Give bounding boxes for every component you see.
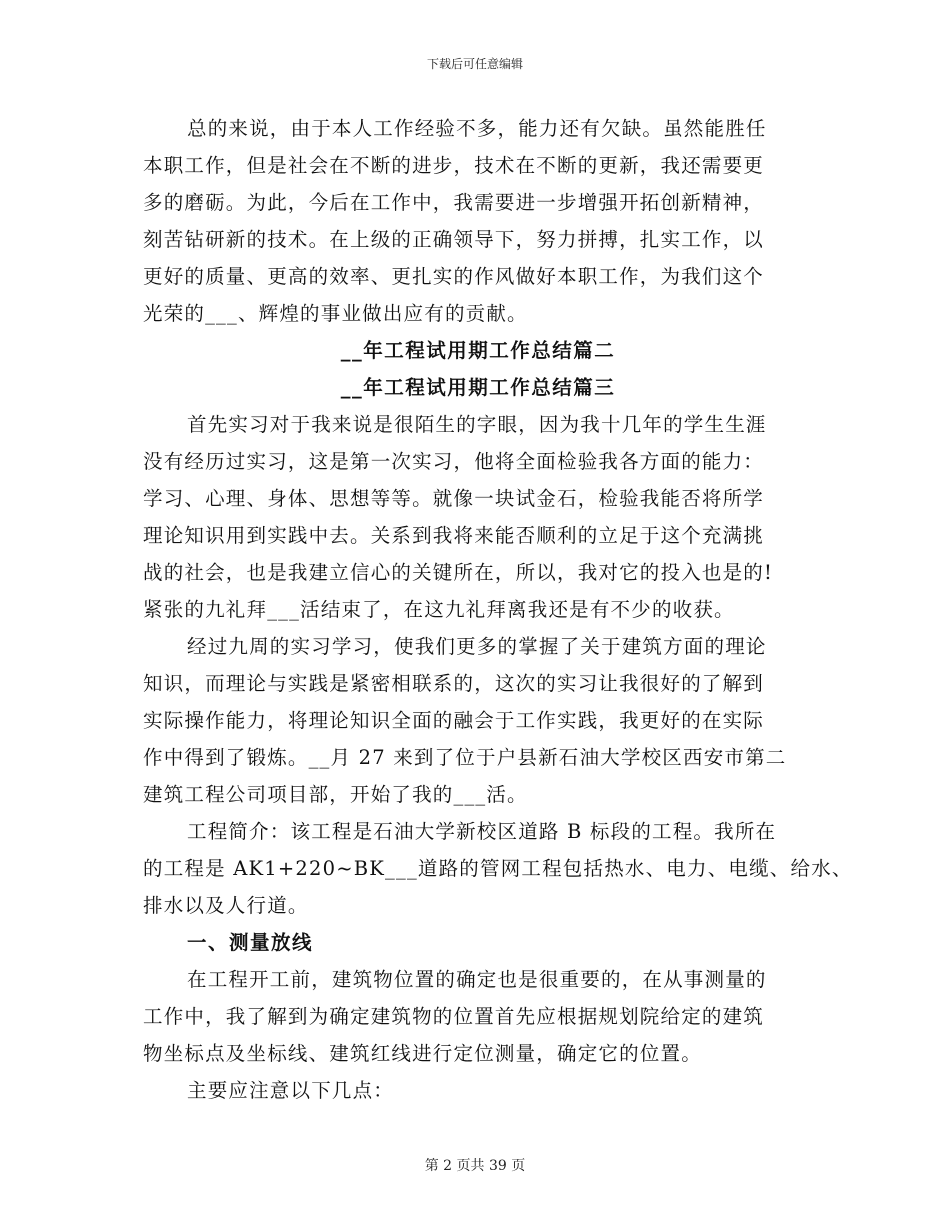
heading-part-three: __年工程试用期工作总结篇三 bbox=[340, 376, 616, 399]
text-line: 刻苦钻研新的技术。在上级的正确领导下，努力拼搏，扎实工作，以 bbox=[143, 228, 765, 251]
document-body bbox=[143, 110, 853, 1109]
text-line: 建筑工程公司项目部，开始了我的___活。 bbox=[143, 783, 528, 806]
text-line: 工作中，我了解到为确定建筑物的位置首先应根据规划院给定的建筑 bbox=[143, 1005, 765, 1028]
text-line: 首先实习对于我来说是很陌生的字眼，因为我十几年的学生生涯 bbox=[187, 413, 767, 436]
paragraph-project-intro bbox=[143, 813, 853, 924]
text-line: 战的社会，也是我建立信心的关键所在，所以，我对它的投入也是的! bbox=[143, 561, 774, 584]
text-line: 本职工作，但是社会在不断的进步，技术在不断的更新，我还需要更 bbox=[143, 154, 765, 177]
text-line: 没有经历过实习，这是第一次实习，他将全面检验我各方面的能力： bbox=[143, 450, 765, 473]
text-line: 紧张的九礼拜___活结束了，在这九礼拜离我还是有不少的收获。 bbox=[143, 598, 735, 621]
paragraph-notes bbox=[143, 1072, 843, 1109]
text-line: 实际操作能力，将理论知识全面的融会于工作实践，我更好的在实际 bbox=[143, 709, 765, 732]
text-line: 排水以及人行道。 bbox=[143, 894, 309, 917]
text-line: 知识，而理论与实践是紧密相联系的，这次的实习让我很好的了解到 bbox=[143, 672, 765, 695]
text-line: 作中得到了锻炼。__月 27 来到了位于户县新石油大学校区西安市第二 bbox=[143, 746, 787, 769]
page-header: 下载后可任意编辑 bbox=[426, 57, 523, 71]
paragraph-surveying bbox=[143, 961, 843, 1072]
paragraph-summary bbox=[143, 110, 843, 332]
text-line: 更好的质量、更高的效率、更扎实的作风做好本职工作，为我们这个 bbox=[143, 265, 765, 288]
heading-part-two: __年工程试用期工作总结篇二 bbox=[340, 339, 616, 362]
text-line: 理论知识用到实践中去。关系到我将来能否顺利的立足于这个充满挑 bbox=[143, 524, 765, 547]
text-line: 在工程开工前，建筑物位置的确定也是很重要的，在从事测量的 bbox=[187, 968, 767, 991]
page-footer: 第 2 页共 39 页 bbox=[424, 1158, 526, 1174]
paragraph-internship-intro bbox=[143, 406, 843, 628]
paragraph-nine-weeks bbox=[143, 628, 843, 813]
text-line: 多的磨砺。为此，今后在工作中，我需要进一步增强开拓创新精神， bbox=[143, 191, 765, 214]
text-line: 物坐标点及坐标线、建筑红线进行定位测量，确定它的位置。 bbox=[143, 1042, 702, 1065]
text-line: 工程简介：该工程是石油大学新校区道路 B 标段的工程。我所在 bbox=[187, 820, 777, 843]
text-line: 经过九周的实习学习，使我们更多的掌握了关于建筑方面的理论 bbox=[187, 635, 767, 658]
text-line: 的工程是 AK1+220~BK___道路的管网工程包括热水、电力、电缆、给水、 bbox=[143, 857, 853, 880]
text-line: 主要应注意以下几点： bbox=[187, 1079, 395, 1102]
text-line: 学习、心理、身体、思想等等。就像一块试金石，检验我能否将所学 bbox=[143, 487, 765, 510]
section-heading-surveying: 一、测量放线 bbox=[187, 931, 314, 954]
text-line: 光荣的___、辉煌的事业做出应有的贡献。 bbox=[143, 302, 528, 325]
text-line: 总的来说，由于本人工作经验不多，能力还有欠缺。虽然能胜任 bbox=[187, 117, 767, 140]
